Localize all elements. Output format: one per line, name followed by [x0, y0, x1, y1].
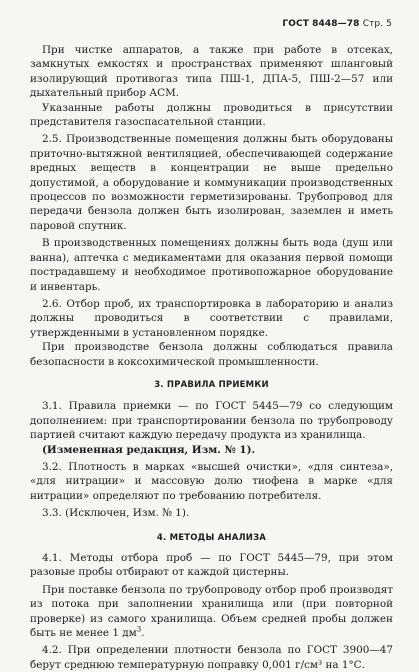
paragraph-rescue-station: Указанные работы должны проводиться в присутствии представителя газоспасательной станции. [30, 101, 393, 129]
document-body [30, 43, 393, 672]
paragraph-4-1: 4.1. Методы отбора проб — по ГОСТ 5445—79, при этом разовые пробы отбирают от каждой цистерны. [30, 552, 393, 579]
pipeline-sampling-end: . [141, 627, 145, 640]
paragraph-gas-mask: При чистке аппаратов, а также при работе в отсеках, замкнутых емкостях и пространствах применяют шланговый изолирующий противогаз типа ПШ-1, ДПА-5, ПШ-2—57 или дыхательный прибор АСМ. [30, 44, 393, 100]
page-number: Стр. 5 [362, 19, 392, 29]
section-heading-analysis: 4. МЕТОДЫ АНАЛИЗА [156, 532, 267, 543]
paragraph-pipeline-sampling [30, 583, 393, 641]
paragraph-first-aid: В производственных помещениях должны быть вода (душ или ванна), аптечка с медикаментами для оказания первой помощи пострадавшему и необходимое противопожарное оборудование и инвентарь. [30, 237, 393, 293]
paragraph-2-6: 2.6. Отбор проб, их транспортировка в лабораторию и анализ должны проводиться в соответствии с правилами, утвержденными в установленном порядке. [30, 297, 393, 339]
amendment-note: (Измененная редакция, Изм. № 1). [42, 443, 256, 456]
cubic-superscript: 3 [136, 625, 142, 634]
paragraph-3-3: 3.3. (Исключен, Изм. № 1). [42, 507, 190, 520]
page-header [282, 19, 392, 29]
paragraph-2-5: 2.5. Производственные помещения должны быть оборудованы приточно-вытяжной вентиляцией, обеспечивающей содержание вредных веществ в концентрации не выше предельно допустимой, а оборудование и коммуникации производственных процессов по возможности герметизированы. Трубопровод для передачи бензола должен быть изолирован, заземлен и иметь паровой спутник. [30, 133, 393, 232]
paragraph-3-1: 3.1. Правила приемки — по ГОСТ 5445—79 со следующим дополнением: при транспортировании бензола по трубопроводу партией считают каждую передачу продукта из хранилища. [30, 400, 393, 442]
paragraph-3-2: 3.2. Плотность в марках «высшей очистки», «для синтеза», «для нитрации» и массовую долю тиофена в марке «для нитрации» определяют по требованию потребителя. [30, 460, 393, 502]
standard-number: ГОСТ 8448—78 [282, 19, 360, 29]
paragraph-safety-rules: При производстве бензола должны соблюдаться правила безопасности в коксохимической промышленности. [30, 341, 393, 368]
section-heading-acceptance: 3. ПРАВИЛА ПРИЕМКИ [154, 379, 269, 390]
paragraph-4-2: 4.2. При определении плотности бензола по ГОСТ 3900—47 берут среднюю температурную поправку 0,001 г/см³ на 1°С. [30, 644, 393, 671]
pipeline-sampling-text: При поставке бензола по трубопроводу отбор проб производят из потока при заполнении хранилища или (при повторной проверке) из самого хранилища. Объем средней пробы должен быть не менее 1 дм [30, 583, 393, 640]
